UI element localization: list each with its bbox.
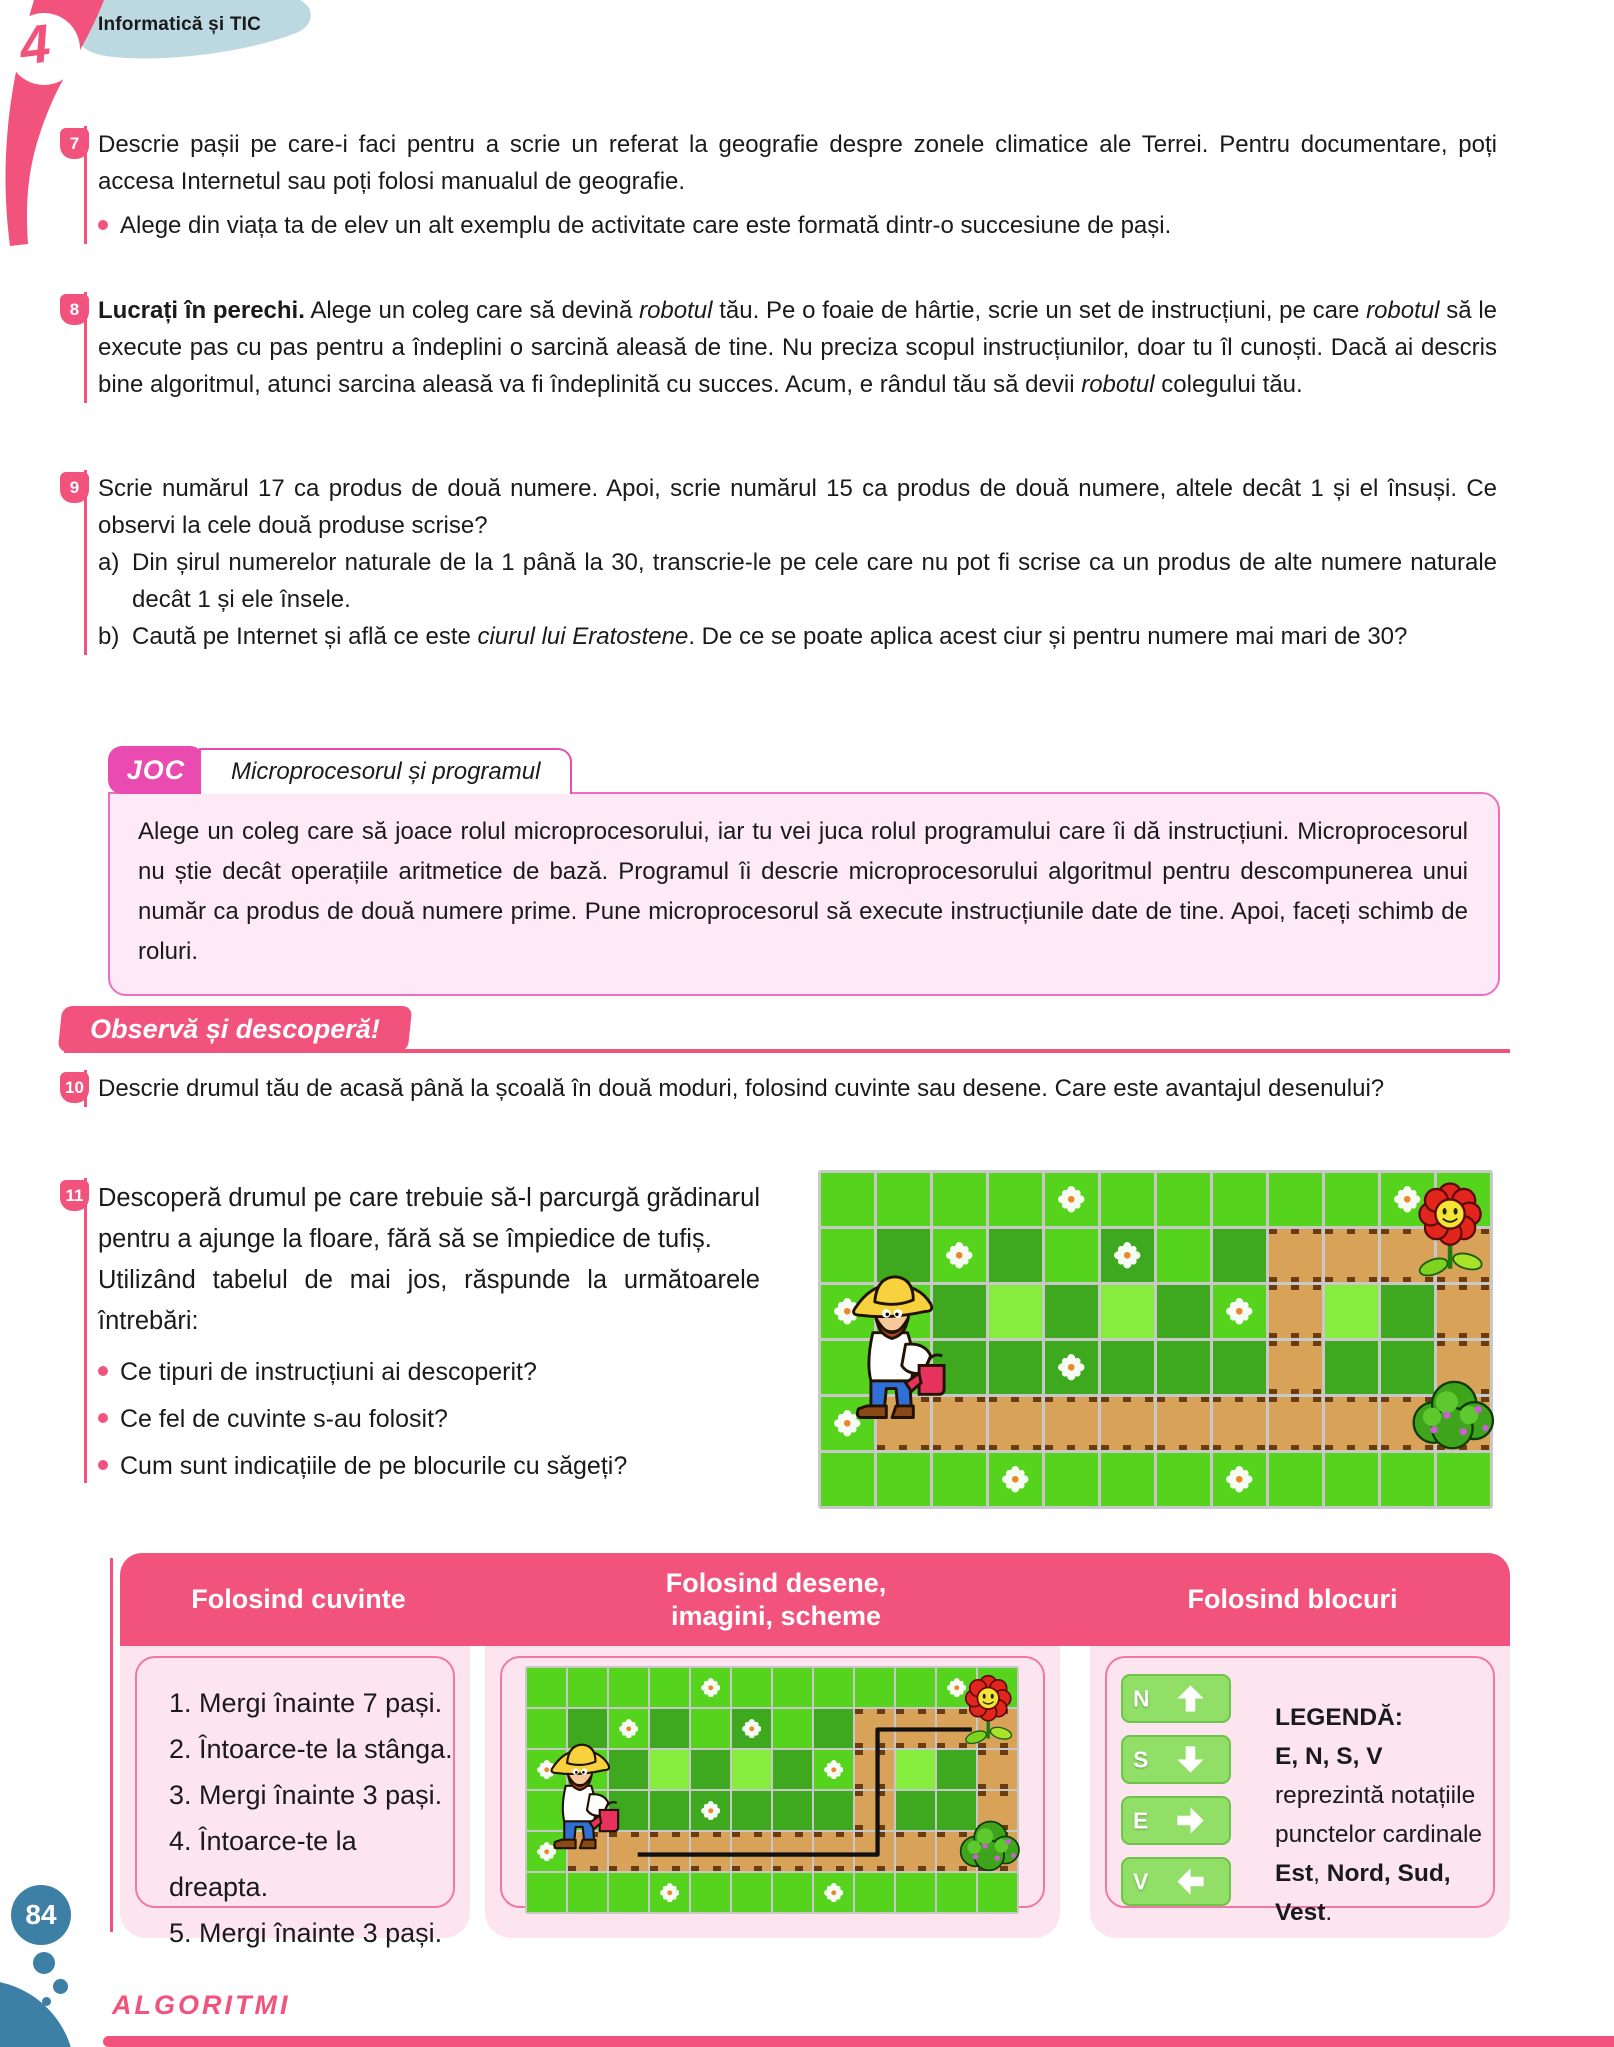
grass-cell [1101,1285,1154,1338]
block-west [1121,1857,1231,1906]
grass-cell [650,1709,689,1748]
joc-game-box [108,742,1500,996]
bottom-accent-strip [103,2036,1614,2047]
exercise-number-badge: 10 [60,1072,89,1103]
block-south [1121,1735,1231,1784]
subitem-a [98,544,1497,618]
subitem-text: Din șirul numerelor naturale de la 1 până la 30, transcrie-le pe cele care nu pot fi scrise ca un produs de alte numere naturale decât 1 și ele însele. [132,549,1497,613]
grass-cell [1045,1453,1098,1506]
instruction-step: 3. Mergi înainte 3 pași. [169,1780,443,1810]
subitem-b [98,618,1497,655]
grass-cell [1325,1173,1378,1226]
table-left-accent-line [110,1558,113,1932]
grass-cell [877,1173,930,1226]
path-cell [1437,1285,1490,1338]
grass-cell [568,1873,607,1912]
grass-cell [896,1750,935,1789]
grass-cell [989,1341,1042,1394]
page-number-bubble: 84 [11,1885,71,1945]
grass-cell [896,1873,935,1912]
grass-cell [821,1173,874,1226]
table-header-blocks: Folosind blocuri [1187,1584,1398,1614]
subitem-label: b) [98,623,120,650]
exercise-number-badge: 7 [60,128,89,159]
exercise-text: Lucrați în perechi. Alege un coleg care să devină robotul tău. Pe o foaie de hârtie, scrie un set de instrucțiuni, pe care robotul să le execute pas cu pas pentru a îndeplini o sarcină aleasă de tine. Nu preciza scopul instrucțiunilor, doar tu îl cunoști. Dacă ai descris bine algoritmul, atunci sarcina aleasă va fi îndeplinită cu succes. Acum, e rândul tău să devii robotul colegului tău. [98,297,1498,398]
bullet-item [98,207,1497,244]
path-cell [1325,1397,1378,1450]
small-flower-icon [701,1678,721,1698]
exercise-number-badge: 8 [60,294,89,325]
smiling-flower-goal [958,1671,1018,1749]
grass-cell [989,1285,1042,1338]
grass-cell [814,1709,853,1748]
words-panel [120,1646,470,1948]
unit-number: 4 [16,13,54,77]
path-cell [855,1832,894,1871]
grass-cell [773,1750,812,1789]
drawings-panel [485,1646,1060,1938]
path-cell [989,1397,1042,1450]
decorative-bubble [33,1952,55,1974]
exercise-text: Descoperă drumul pe care trebuie să-l parcurgă grădinarul pentru a ajunge la floare, fără să se împiedice de tufiș. [98,1184,760,1253]
grass-cell [877,1453,930,1506]
grass-cell [1045,1285,1098,1338]
path-cell [1157,1397,1210,1450]
grass-cell [527,1668,566,1707]
grass-cell [1381,1285,1434,1338]
exercise-text: Descrie pașii pe care-i faci pentru a scrie un referat la geografie despre zonele climatice ale Terrei. Pentru documentare, poți accesa Internetul sau poți folosi manualul de geografie. [98,131,1497,195]
comparison-table [120,1553,1510,1948]
grass-cell [568,1668,607,1707]
path-cell [1269,1341,1322,1394]
grass-cell [1325,1285,1378,1338]
block-letter: V [1133,1868,1149,1894]
direction-blocks [1107,1658,1255,1906]
grass-cell [732,1750,771,1789]
block-letter: E [1133,1807,1149,1833]
grass-cell [1157,1453,1210,1506]
grass-cell [609,1873,648,1912]
grass-cell [773,1791,812,1830]
path-cell [855,1791,894,1830]
grass-cell [1157,1341,1210,1394]
path-cell [855,1750,894,1789]
section-heading: Observă și descoperă! [90,1014,380,1044]
grass-cell [1269,1453,1322,1506]
small-flower-icon [1002,1466,1029,1493]
instruction-list [137,1658,453,1956]
exercise-9 [60,470,1497,655]
question-text: Ce fel de cuvinte s-au folosit? [120,1405,448,1433]
exercise-number-badge: 9 [60,472,89,503]
grass-cell [896,1668,935,1707]
bush-obstacle [1406,1369,1499,1454]
grass-cell [1157,1229,1210,1282]
grass-cell [1437,1453,1490,1506]
gardener-character [543,1736,621,1857]
grass-cell [1213,1341,1266,1394]
small-flower-icon [660,1883,680,1903]
table-header-row [120,1553,1510,1646]
exercise-8 [60,292,1497,403]
grass-cell [855,1668,894,1707]
garden-maze-large [818,1170,1493,1509]
grass-cell [732,1791,771,1830]
small-flower-icon [824,1760,844,1780]
small-flower-icon [946,1242,973,1269]
path-cell [814,1832,853,1871]
path-cell [855,1709,894,1748]
small-flower-icon [1226,1466,1253,1493]
joc-body [108,792,1500,996]
bush-obstacle [955,1812,1023,1874]
section-banner [58,1006,413,1052]
instruction-step: 2. Întoarce-te la stânga. [169,1734,453,1764]
block-letter: N [1133,1685,1150,1711]
arrow-right-icon [1175,1805,1206,1836]
subitem-label: a) [98,549,120,576]
grass-cell [691,1709,730,1748]
blocks-panel-frame [1105,1656,1495,1926]
chapter-title: ALGORITMI [112,1990,291,2020]
grass-cell [821,1453,874,1506]
block-north [1121,1674,1231,1723]
exercise-text-2: Utilizând tabelul de mai jos, răspunde la următoarele întrebări: [98,1266,760,1335]
blocks-panel [1090,1646,1510,1938]
path-cell [1101,1397,1154,1450]
grass-cell [650,1791,689,1830]
legend-text: LEGENDĂ: E, N, S, V reprezintă notațiile punctelor cardinale Est, Nord, Sud, Vest. [1275,1704,1483,1926]
instruction-step: 1. Mergi înainte 7 pași. [169,1688,443,1718]
subject-title: Informatică și TIC [98,14,262,35]
exercise-number-badge: 11 [60,1180,89,1211]
grass-cell [527,1873,566,1912]
grass-cell [1101,1341,1154,1394]
instruction-step: 4. Întoarce-te la dreapta. [169,1826,357,1902]
grass-cell [1157,1173,1210,1226]
small-flower-icon [824,1883,844,1903]
block-east [1121,1796,1231,1845]
path-cell [732,1832,771,1871]
grass-cell [691,1873,730,1912]
joc-tabs [108,742,1500,794]
grass-cell [773,1668,812,1707]
bullet-dot-icon [98,1366,108,1376]
question-item [98,1449,738,1483]
grass-cell [933,1173,986,1226]
grass-cell [650,1668,689,1707]
joc-title: Microprocesorul și programul [199,748,572,794]
grass-cell [773,1873,812,1912]
path-cell [1269,1285,1322,1338]
exercise-7 [60,126,1497,244]
grass-cell [1381,1453,1434,1506]
gardener-character [842,1265,948,1429]
grass-cell [896,1791,935,1830]
small-flower-icon [619,1719,639,1739]
bullet-text: Alege din viața ta de elev un alt exemplu de activitate care este formată dintr-o succesiune de pași. [120,212,1172,239]
path-cell [1269,1397,1322,1450]
question-item [98,1402,738,1436]
grass-cell [814,1791,853,1830]
grass-cell [933,1453,986,1506]
exercise-10 [60,1070,1497,1107]
instruction-step: 5. Mergi înainte 3 pași. [169,1918,443,1948]
path-cell [896,1709,935,1748]
bullet-dot-icon [98,220,108,230]
joc-tab-label: JOC [108,746,204,794]
garden-maze-small [525,1666,1019,1914]
grass-cell [989,1173,1042,1226]
grass-cell [650,1750,689,1789]
small-flower-icon [1058,1354,1085,1381]
arrow-left-icon [1175,1866,1206,1897]
grass-cell [937,1750,976,1789]
exercise-text: Scrie numărul 17 ca produs de două numere. Apoi, scrie numărul 15 ca produs de două numere, altele decât 1 și el însuși. Ce observi la cele două produse scrise? [98,475,1497,539]
grass-cell [1045,1229,1098,1282]
path-cell [691,1832,730,1871]
small-flower-icon [742,1719,762,1739]
grass-cell [1101,1453,1154,1506]
grass-cell [1157,1285,1210,1338]
path-cell [773,1832,812,1871]
grass-cell [732,1873,771,1912]
small-flower-icon [1058,1186,1085,1213]
bullet-dot-icon [98,1413,108,1423]
grass-cell [773,1709,812,1748]
table-body [120,1646,1510,1948]
grass-cell [1325,1453,1378,1506]
grass-cell [855,1873,894,1912]
grass-cell [989,1229,1042,1282]
grass-cell [1269,1173,1322,1226]
path-cell [896,1832,935,1871]
grass-cell [814,1668,853,1707]
arrow-up-icon [1175,1683,1206,1714]
path-cell [1325,1229,1378,1282]
exercise-text: Descrie drumul tău de acasă până la școală în două moduri, folosind cuvinte sau desene. Care este avantajul desenului? [98,1075,1385,1102]
path-cell [1213,1397,1266,1450]
small-flower-icon [701,1801,721,1821]
path-cell [1045,1397,1098,1450]
decorative-bubble [53,1979,68,1994]
path-cell [650,1832,689,1871]
bullet-dot-icon [98,1460,108,1470]
grass-cell [937,1873,976,1912]
question-item [98,1355,738,1389]
small-flower-icon [1114,1242,1141,1269]
question-text: Cum sunt indicațiile de pe blocurile cu săgeți? [120,1452,628,1480]
grass-cell [1101,1173,1154,1226]
path-cell [1269,1229,1322,1282]
grass-cell [1325,1341,1378,1394]
table-header-drawings: Folosind desene, imagini, scheme [665,1567,887,1631]
subitem-text: Caută pe Internet și află ce este ciurul lui Eratostene. De ce se poate aplica acest ciur și pentru numere mai mari de 30? [132,623,1408,650]
grass-cell [732,1668,771,1707]
grass-cell [609,1668,648,1707]
arrow-down-icon [1175,1744,1206,1775]
grass-cell [1213,1173,1266,1226]
table-header-words: Folosind cuvinte [191,1584,406,1614]
grass-cell [691,1750,730,1789]
words-panel-frame [135,1656,455,1948]
small-flower-icon [1226,1298,1253,1325]
path-cell [978,1750,1017,1789]
question-text: Ce tipuri de instrucțiuni ai descoperit? [120,1358,537,1386]
grass-cell [1213,1229,1266,1282]
block-letter: S [1133,1746,1149,1772]
smiling-flower-goal [1409,1177,1491,1283]
grass-cell [978,1873,1017,1912]
joc-text: Alege un coleg care să joace rolul microprocesorului, iar tu vei juca rolul programului care îi dă instrucțiuni. Microprocesorul nu știe decât operațiile aritmetice de bază. Programul îi descrie microprocesorului algoritmul pentru descompunerea unui număr ca produs de două numere prime. Pune microprocesorul să execute instrucțiunile date de tine. Apoi, faceți schimb de roluri. [138,818,1468,965]
